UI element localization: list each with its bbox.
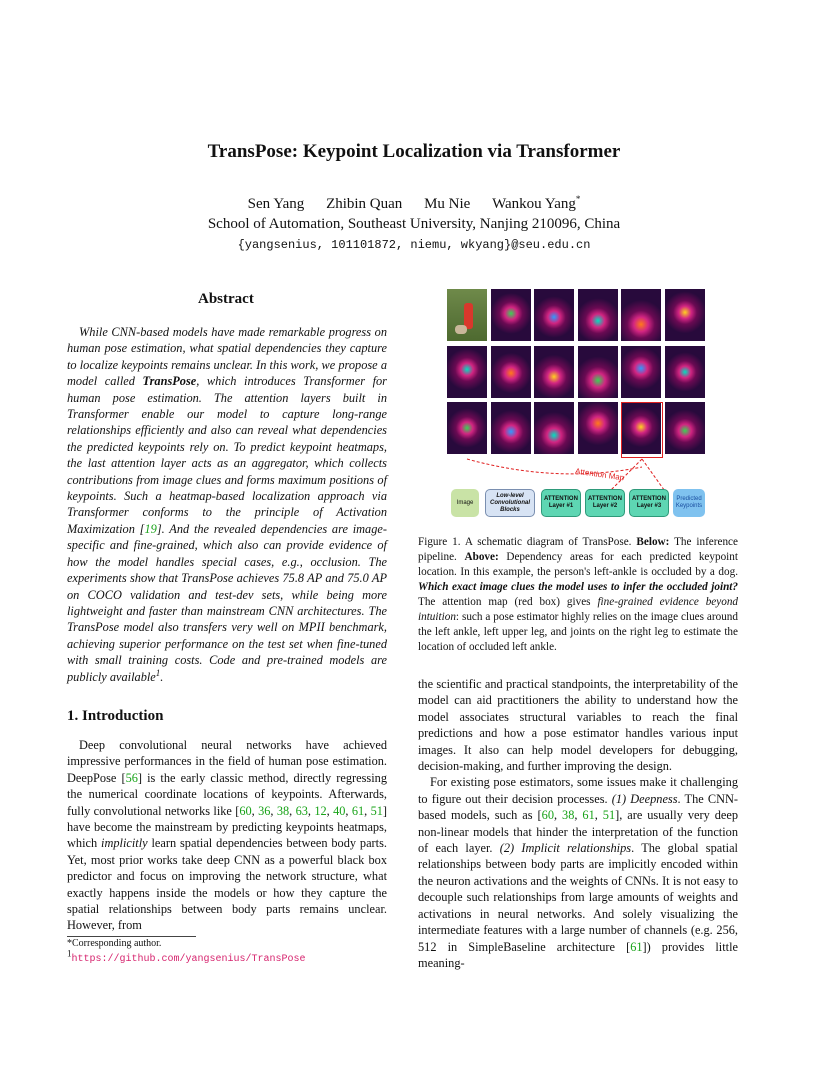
author-name: Zhibin Quan [326, 196, 403, 212]
footnote-mark: 1 [155, 667, 161, 678]
pipeline-image-box: Image [451, 489, 479, 517]
citation-link[interactable]: 60 [239, 803, 252, 818]
author-emails: {yangsenius, 101101872, niemu, wkyang}@seu.edu.cn [237, 238, 591, 252]
introduction-paragraph: Deep convolutional neural networks have achieved impressive performances in the field of human pose estimation. DeepPose [56] is the early classic method, directly regressing the numerical coordinate locations of keypoints. Afterwards, fully convolutional networks like [60, 36, 38, 63, 12, 40, 61, 51] have become the mainstream by predicting keypoints heatmaps, which implicitly learn spatial dependencies between body parts. Yet, most prior works take deep CNN as a powerful black box predictor and focus on improving the network structure, what exactly happens inside the models or how they capture the spatial relationships between body parts remains unclear. However, from [67, 738, 388, 933]
pipeline-predicted-box: Predicted Keypoints [673, 489, 705, 517]
paper-title: TransPose: Keypoint Localization via Transformer [207, 141, 621, 162]
abstract-heading: Abstract [198, 291, 254, 307]
attention-arrows [447, 289, 707, 519]
corresponding-mark: * [575, 194, 581, 204]
attention-map-label: Attention Map [574, 466, 625, 483]
citation-link[interactable]: 61 [351, 803, 365, 818]
body-paragraph: the scientific and practical standpoints, the interpretability of the model can aid practitioners the ability to understand how the model associates structural variables to reach the final predictions and how a pose estimator handles various input images. It also can help model developers for debugging, decision-making, and further improving the design. [418, 677, 738, 774]
pipeline-attention3-box: ATTENTION Layer #3 [629, 489, 669, 517]
abstract-text: While CNN-based models have made remarkable progress on human pose estimation, what spatial dependencies they capture to localize keypoints remains unclear. In this work, we propose a model called TransPose, which introduces Transformer for human pose estimation. The attention layers built in Transformer enable our model to capture long-range relationships efficiently and also can reveal what dependencies the predicted keypoints rely on. To predict keypoint heatmaps, the last attention layer acts as an aggregator, which collects contributions from image clues and forms maximum positions of keypoints. Such a heatmap-based localization approach via Transformer conforms to the principle of Activation Maximization [19]. And the revealed dependencies are image-specific and fine-grained, which also can provide evidence of how the model handles special cases, e.g., occlusion. The experiments show that TransPose achieves 75.8 AP and 75.0 AP on COCO validation and test-dev sets, while being more lightweight and faster than mainstream CNN architectures. The TransPose model also transfers very well on MPII benchmark, achieving superior performance on the test set when fine-tuned with small training costs. Code and pre-trained models are publicly available$^1$. [67, 325, 387, 684]
author-name: Mu Nie [424, 196, 471, 212]
footnote-rule [67, 936, 196, 937]
citation-link[interactable]: 38 [562, 808, 575, 823]
affiliation: School of Automation, Southeast University, Nanjing 210096, China [207, 216, 621, 232]
footnote-corresponding: *Corresponding author. [67, 938, 162, 949]
author-name: Wankou Yang* [492, 194, 581, 212]
citation-link[interactable]: 61 [582, 808, 595, 823]
citation-link[interactable]: 12 [314, 803, 327, 818]
citation-link[interactable]: 36 [258, 803, 271, 818]
citation-link[interactable]: 56 [125, 770, 138, 785]
author-list [0, 196, 828, 213]
footnote-code: $^1$https://github.com/yangsenius/TransPose [67, 948, 306, 965]
code-url-link[interactable]: https://github.com/yangsenius/TransPose [71, 954, 306, 965]
citation-link[interactable]: 63 [295, 803, 308, 818]
body-paragraph: For existing pose estimators, some issues make it challenging to figure out their decision processes. (1) Deepness. The CNN-based models, such as [60, 38, 61, 51], are usually very deep non-linear models that hinder the interpretation of the function of each layer. (2) Implicit relationships. The global spatial relationships between body parts are implicitly encoded within the neuron activations and the weights of CNNs. It is not easy to decouple such relationships from large amounts of weights and activations in neural networks. And solely visualizing the intermediate features with a large number of channels (e.g. 256, 512 in SimpleBaseline architecture [61]) provides little meaning- [418, 775, 739, 970]
citation-link[interactable]: 61 [630, 939, 643, 954]
figure-1 [447, 289, 707, 519]
citation-link[interactable]: 19 [144, 521, 157, 536]
citation-link[interactable]: 60 [541, 808, 554, 823]
citation-link[interactable]: 51 [370, 803, 383, 818]
section-heading-introduction: 1. Introduction [67, 708, 164, 724]
citation-link[interactable]: 38 [276, 803, 290, 818]
pipeline-lowlevel-box: Low-level Convolutional Blocks [485, 489, 535, 517]
citation-link[interactable]: 51 [602, 808, 616, 823]
right-column-text [418, 676, 738, 971]
author-name: Sen Yang [247, 196, 305, 212]
pipeline-attention1-box: ATTENTION Layer #1 [541, 489, 581, 517]
pipeline-attention2-box: ATTENTION Layer #2 [585, 489, 625, 517]
figure-caption: Figure 1. A schematic diagram of TransPose. Below: The inference pipeline. Above: Dependency areas for each predicted keypoint location. In this example, the person's left-ankle is occluded by a dog. Which exact image clues the model uses to infer the occluded joint? The attention map (red box) gives fine-grained evidence beyond intuition: such a pose estimator highly relies on the image clues around the left ankle, left upper leg, and joints on the right leg to estimate the location of occluded left ankle. [418, 536, 739, 653]
citation-link[interactable]: 40 [333, 803, 346, 818]
